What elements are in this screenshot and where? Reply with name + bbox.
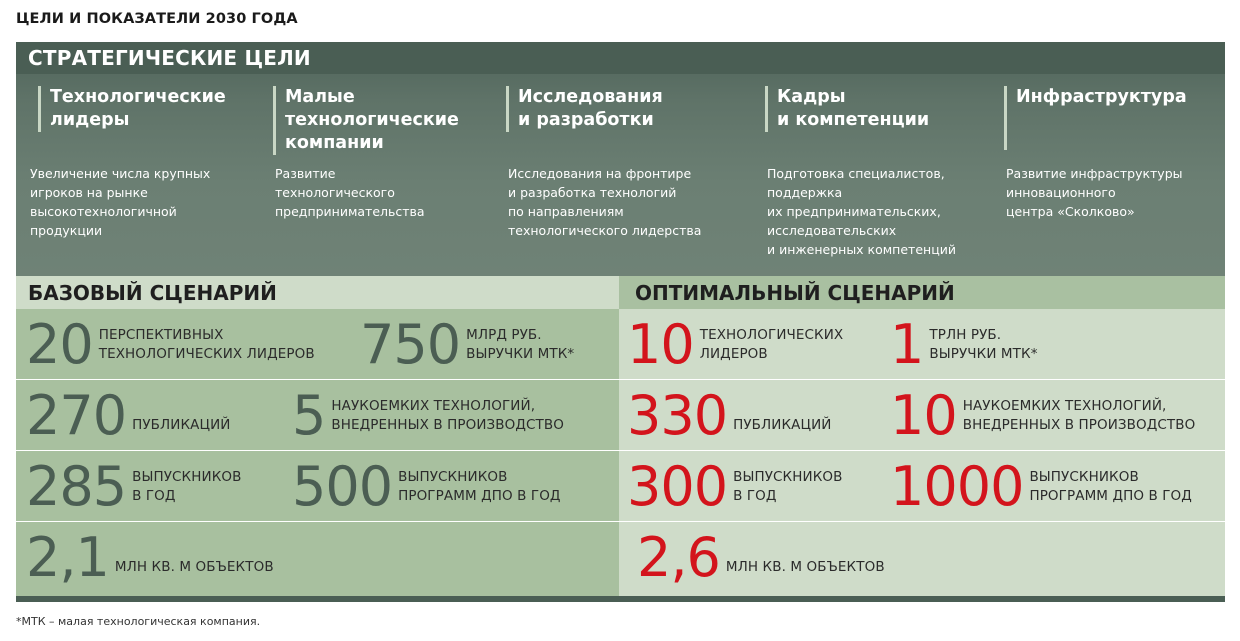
goal-heading-line: Инфраструктура [1016, 87, 1187, 107]
metric-label-line: МЛРД РУБ. [466, 327, 542, 343]
bottom-bar [16, 596, 1225, 602]
goal-heading-line: Кадры [777, 87, 846, 107]
goal-heading [273, 86, 459, 155]
metric-label [132, 468, 241, 506]
strategic-goals-header [16, 42, 1225, 74]
metric-label-line: ВЫПУСКНИКОВ [733, 469, 843, 485]
goal-description-line: технологического лидерства [508, 223, 702, 238]
metric-value: 10 [890, 384, 957, 447]
metric-label [733, 468, 842, 506]
goal-description-line: технологического [275, 185, 395, 200]
metric-value: 270 [26, 384, 127, 447]
row-divider [16, 379, 619, 380]
strategic-goals-title: СТРАТЕГИЧЕСКИЕ ЦЕЛИ [28, 46, 311, 70]
goal-small-tech-companies [273, 86, 459, 155]
metric-label [466, 326, 574, 364]
metric-dpo-graduates [292, 455, 561, 518]
metric-label-line: ПРОГРАММ ДПО В ГОД [398, 488, 561, 504]
metric-value: 10 [627, 313, 694, 376]
metric-value: 2,1 [26, 526, 109, 589]
metric-label-line: В ГОД [132, 488, 176, 504]
goal-description [30, 164, 270, 240]
goal-description-line: поддержка [767, 185, 843, 200]
goal-description-line: их предпринимательских, [767, 204, 941, 219]
goal-description-line: игроков на рынке [30, 185, 148, 200]
goal-heading-line: технологические [285, 110, 459, 130]
metric-label [726, 558, 885, 577]
base-scenario-panel [16, 309, 619, 596]
goal-research-development [506, 86, 663, 132]
metric-value: 750 [360, 313, 461, 376]
metric-label-line: ВЫПУСКНИКОВ [398, 469, 508, 485]
goal-tech-leaders [38, 86, 226, 132]
metric-label-line: ВЫРУЧКИ МТК* [466, 346, 575, 362]
metric-value: 2,6 [637, 526, 720, 589]
row-divider [619, 379, 1225, 380]
goal-description [275, 164, 495, 221]
metric-label-line: ВЫПУСКНИКОВ [132, 469, 242, 485]
strategic-goals-panel [16, 42, 1225, 276]
metric-label-line: ВЫПУСКНИКОВ [1029, 469, 1139, 485]
metric-label-line: МЛН КВ. М ОБЪЕКТОВ [725, 558, 885, 575]
metric-label-line: НАУКОЕМКИХ ТЕХНОЛОГИЙ, [331, 398, 536, 414]
metric-label-line: ВЫРУЧКИ МТК* [929, 346, 1038, 362]
goal-description-line: по направлениям [508, 204, 624, 219]
footnote: *МТК – малая технологическая компания. [16, 615, 261, 628]
metric-graduates-per-year [627, 455, 843, 518]
goal-staff-competencies [765, 86, 929, 132]
row-divider [16, 521, 619, 522]
metric-label [1029, 468, 1192, 506]
goal-description-line: Подготовка специалистов, [767, 166, 945, 181]
goal-heading-line: лидеры [50, 110, 130, 130]
goal-heading-line: и компетенции [777, 110, 930, 130]
optimal-scenario-header [619, 276, 1225, 309]
metric-graduates-per-year [26, 455, 242, 518]
goal-heading [1004, 86, 1187, 150]
metric-mtk-revenue [360, 313, 575, 376]
goal-heading-line: Исследования [518, 87, 663, 107]
metric-label [99, 326, 315, 364]
metric-label [733, 416, 831, 435]
metric-square-meters [637, 526, 885, 589]
metric-label-line: ТРЛН РУБ. [929, 327, 1002, 343]
metric-value: 285 [26, 455, 127, 518]
goal-heading-line: Малые [285, 87, 355, 107]
metric-label-line: ВНЕДРЕННЫХ В ПРОИЗВОДСТВО [962, 417, 1196, 433]
metric-tech-leaders [627, 313, 844, 376]
metric-label-line: ПРОГРАММ ДПО В ГОД [1029, 488, 1192, 504]
metric-value: 1 [890, 313, 924, 376]
row-divider [16, 450, 619, 451]
metric-label [963, 397, 1196, 435]
metric-value: 300 [627, 455, 728, 518]
metric-knowledge-tech [292, 384, 564, 447]
metric-label-line: ВНЕДРЕННЫХ В ПРОИЗВОДСТВО [331, 417, 564, 433]
base-scenario-title: БАЗОВЫЙ СЦЕНАРИЙ [28, 281, 277, 305]
metric-label [115, 558, 274, 577]
goal-description-line: Развитие инфраструктуры [1006, 166, 1183, 181]
goal-description [767, 164, 1002, 259]
metric-publications [26, 384, 231, 447]
goal-heading [765, 86, 929, 132]
metric-square-meters [26, 526, 274, 589]
goal-description-line: инновационного [1006, 185, 1116, 200]
goal-description-line: центра «Сколково» [1006, 204, 1135, 219]
goal-heading [38, 86, 226, 132]
metric-value: 500 [292, 455, 393, 518]
goal-description-line: и инженерных компетенций [767, 242, 956, 257]
metric-label-line: МЛН КВ. М ОБЪЕКТОВ [114, 558, 274, 575]
metric-value: 330 [627, 384, 728, 447]
metric-label-line: ПУБЛИКАЦИЙ [733, 416, 832, 433]
goal-description [1006, 164, 1221, 221]
goal-description-line: предпринимательства [275, 204, 425, 219]
metric-label [700, 326, 844, 364]
row-divider [619, 450, 1225, 451]
metric-mtk-revenue [890, 313, 1038, 376]
metric-label-line: ТЕХНОЛОГИЧЕСКИХ [699, 327, 844, 343]
base-scenario-header [16, 276, 619, 309]
metric-value: 5 [292, 384, 326, 447]
goal-heading-line: компании [285, 133, 384, 153]
goal-heading-line: и разработки [518, 110, 654, 130]
optimal-scenario-panel [619, 309, 1225, 596]
metric-knowledge-tech [890, 384, 1196, 447]
metric-label [398, 468, 561, 506]
metric-value: 1000 [890, 455, 1024, 518]
row-divider [619, 521, 1225, 522]
goal-heading-line: Технологические [50, 87, 226, 107]
goal-description [508, 164, 748, 240]
goal-description-line: Увеличение числа крупных [30, 166, 211, 181]
metric-label-line: НАУКОЕМКИХ ТЕХНОЛОГИЙ, [962, 398, 1167, 414]
goal-description-line: высокотехнологичной [30, 204, 177, 219]
metric-label [929, 326, 1037, 364]
metric-dpo-graduates [890, 455, 1192, 518]
goal-description-line: исследовательских [767, 223, 897, 238]
page-title: ЦЕЛИ И ПОКАЗАТЕЛИ 2030 ГОДА [16, 11, 298, 27]
metric-label [331, 397, 564, 435]
metric-tech-leaders [26, 313, 315, 376]
goal-description-line: Развитие [275, 166, 336, 181]
metric-label-line: ПЕРСПЕКТИВНЫХ [98, 327, 224, 343]
metric-value: 20 [26, 313, 93, 376]
metric-publications [627, 384, 832, 447]
goal-description-line: продукции [30, 223, 103, 238]
metric-label-line: В ГОД [733, 488, 777, 504]
goal-description-line: Исследования на фронтире [508, 166, 692, 181]
goal-heading [506, 86, 663, 132]
goal-description-line: и разработка технологий [508, 185, 677, 200]
metric-label-line: ТЕХНОЛОГИЧЕСКИХ ЛИДЕРОВ [98, 346, 315, 362]
metric-label-line: ПУБЛИКАЦИЙ [132, 416, 231, 433]
goal-infrastructure [1004, 86, 1187, 150]
metric-label [132, 416, 230, 435]
metric-label-line: ЛИДЕРОВ [699, 346, 768, 362]
optimal-scenario-title: ОПТИМАЛЬНЫЙ СЦЕНАРИЙ [635, 281, 955, 305]
